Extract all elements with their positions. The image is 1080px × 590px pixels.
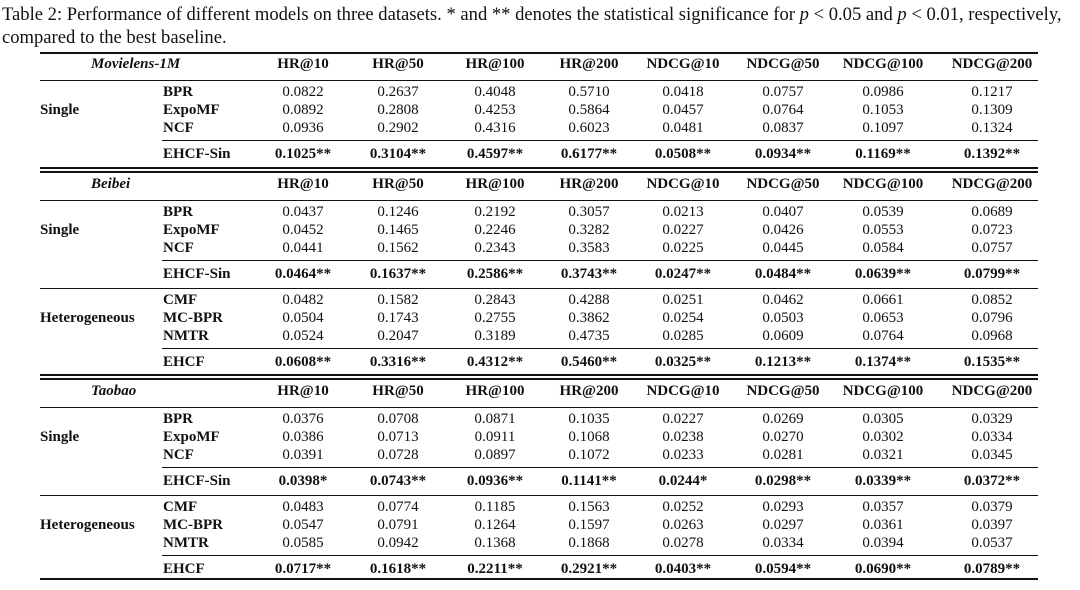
metric-value: 0.1025** <box>274 146 332 162</box>
column-header: HR@10 <box>277 383 329 399</box>
metric-value: 0.0503 <box>762 310 804 326</box>
model-name: CMF <box>163 499 198 515</box>
column-header: NDCG@10 <box>646 56 720 72</box>
column-header: HR@10 <box>277 56 329 72</box>
metric-value: 0.4597** <box>466 146 524 162</box>
metric-value: 0.2637 <box>377 84 419 100</box>
metric-value: 0.0852 <box>971 292 1013 308</box>
column-header: HR@200 <box>559 56 619 72</box>
metric-value: 0.0508** <box>654 146 712 162</box>
metric-value: 0.4735 <box>568 328 610 344</box>
column-header: NDCG@100 <box>842 176 924 192</box>
metric-value: 0.0247** <box>654 266 712 282</box>
metric-value: 0.1097 <box>862 120 904 136</box>
caption-math-p: p <box>799 4 809 25</box>
best-row-rule <box>162 260 1038 261</box>
metric-value: 0.0608** <box>274 354 332 370</box>
model-name: MC-BPR <box>163 517 223 533</box>
metric-value: 0.0537 <box>971 535 1013 551</box>
metric-value: 0.2047 <box>377 328 419 344</box>
model-name: ExpoMF <box>163 429 220 445</box>
results-table <box>40 52 1038 582</box>
model-name: NCF <box>163 240 194 256</box>
metric-value: 0.5710 <box>568 84 610 100</box>
best-row-rule <box>162 555 1038 556</box>
metric-value: 0.1535** <box>963 354 1021 370</box>
section-double-rule <box>40 171 1038 173</box>
column-header: NDCG@50 <box>746 176 820 192</box>
metric-value: 0.0764 <box>862 328 904 344</box>
metric-value: 0.4253 <box>474 102 516 118</box>
metric-value: 0.1169** <box>855 146 911 162</box>
model-name: ExpoMF <box>163 102 220 118</box>
metric-value: 0.6177** <box>560 146 618 162</box>
metric-value: 0.1597 <box>568 517 610 533</box>
metric-value: 0.1246 <box>377 204 419 220</box>
metric-value: 0.0391 <box>282 447 324 463</box>
metric-value: 0.1213** <box>754 354 812 370</box>
metric-value: 0.0791 <box>377 517 419 533</box>
metric-value: 0.5864 <box>568 102 610 118</box>
model-name: EHCF-Sin <box>163 266 231 282</box>
metric-value: 0.1035 <box>568 411 610 427</box>
caption-math-p: p <box>897 4 907 25</box>
column-header: NDCG@100 <box>842 383 924 399</box>
metric-value: 0.0553 <box>862 222 904 238</box>
model-name: EHCF-Sin <box>163 473 231 489</box>
model-name: ExpoMF <box>163 222 220 238</box>
metric-value: 0.3862 <box>568 310 610 326</box>
metric-value: 0.0968 <box>971 328 1013 344</box>
metric-value: 0.0325** <box>654 354 712 370</box>
metric-value: 0.1217 <box>971 84 1013 100</box>
metric-value: 0.0403** <box>654 561 712 577</box>
metric-value: 0.1309 <box>971 102 1013 118</box>
metric-value: 0.0398* <box>278 473 328 489</box>
metric-value: 0.0934** <box>754 146 812 162</box>
section-double-rule <box>40 167 1038 169</box>
metric-value: 0.0774 <box>377 499 419 515</box>
group-label: Single <box>40 222 80 238</box>
metric-value: 0.2211** <box>467 561 523 577</box>
metric-value: 0.0254 <box>662 310 704 326</box>
metric-value: 0.3282 <box>568 222 610 238</box>
group-label: Single <box>40 102 80 118</box>
metric-value: 0.2755 <box>474 310 516 326</box>
model-name: EHCF-Sin <box>163 146 231 162</box>
metric-value: 0.0897 <box>474 447 516 463</box>
metric-value: 0.2808 <box>377 102 419 118</box>
group-label: Heterogeneous <box>40 310 135 326</box>
best-row-rule <box>162 140 1038 141</box>
metric-value: 0.1185 <box>474 499 516 515</box>
metric-value: 0.1392** <box>963 146 1021 162</box>
model-name: NCF <box>163 447 194 463</box>
column-header: NDCG@50 <box>746 383 820 399</box>
metric-value: 0.0270 <box>762 429 804 445</box>
metric-value: 0.3189 <box>474 328 516 344</box>
table-caption <box>2 3 1076 49</box>
metric-value: 0.0445 <box>762 240 804 256</box>
metric-value: 0.0334 <box>762 535 804 551</box>
metric-value: 0.1563 <box>568 499 610 515</box>
metric-value: 0.0244* <box>658 473 708 489</box>
metric-value: 0.0441 <box>282 240 324 256</box>
metric-value: 0.1582 <box>377 292 419 308</box>
metric-value: 0.1618** <box>369 561 427 577</box>
caption-text: < 0.01, respectively, compared to the best baseline. <box>2 4 1062 48</box>
column-header: NDCG@10 <box>646 383 720 399</box>
metric-value: 0.0892 <box>282 102 324 118</box>
metric-value: 0.0233 <box>662 447 704 463</box>
metric-value: 0.0796 <box>971 310 1013 326</box>
metric-value: 0.0936** <box>466 473 524 489</box>
model-name: MC-BPR <box>163 310 223 326</box>
model-name: EHCF <box>163 561 205 577</box>
model-name: BPR <box>163 204 193 220</box>
metric-value: 0.2246 <box>474 222 516 238</box>
metric-value: 0.0539 <box>862 204 904 220</box>
column-header: HR@10 <box>277 176 329 192</box>
model-name: NCF <box>163 120 194 136</box>
metric-value: 0.3104** <box>369 146 427 162</box>
metric-value: 0.0437 <box>282 204 324 220</box>
metric-value: 0.2192 <box>474 204 516 220</box>
metric-value: 0.1465 <box>377 222 419 238</box>
column-header: HR@200 <box>559 383 619 399</box>
metric-value: 0.0345 <box>971 447 1013 463</box>
group-label: Single <box>40 429 80 445</box>
column-header: HR@100 <box>465 176 525 192</box>
metric-value: 0.0278 <box>662 535 704 551</box>
dataset-name: Beibei <box>91 176 131 192</box>
metric-value: 0.0483 <box>282 499 324 515</box>
metric-value: 0.0285 <box>662 328 704 344</box>
metric-value: 0.1068 <box>568 429 610 445</box>
column-header: HR@50 <box>372 383 424 399</box>
metric-value: 0.0372** <box>963 473 1021 489</box>
column-header: HR@50 <box>372 176 424 192</box>
metric-value: 0.0263 <box>662 517 704 533</box>
metric-value: 0.4288 <box>568 292 610 308</box>
metric-value: 0.0689 <box>971 204 1013 220</box>
metric-value: 0.0936 <box>282 120 324 136</box>
metric-value: 0.0361 <box>862 517 904 533</box>
metric-value: 0.0524 <box>282 328 324 344</box>
column-header: NDCG@10 <box>646 176 720 192</box>
header-rule <box>40 200 1038 201</box>
metric-value: 0.1562 <box>377 240 419 256</box>
metric-value: 0.4048 <box>474 84 516 100</box>
metric-value: 0.1374** <box>854 354 912 370</box>
group-label: Heterogeneous <box>40 517 135 533</box>
metric-value: 0.0462 <box>762 292 804 308</box>
metric-value: 0.0743** <box>369 473 427 489</box>
header-rule <box>40 80 1038 81</box>
metric-value: 0.0585 <box>282 535 324 551</box>
metric-value: 0.1368 <box>474 535 516 551</box>
metric-value: 0.0482 <box>282 292 324 308</box>
metric-value: 0.0986 <box>862 84 904 100</box>
metric-value: 0.3057 <box>568 204 610 220</box>
metric-value: 0.2921** <box>560 561 618 577</box>
metric-value: 0.0547 <box>282 517 324 533</box>
metric-value: 0.0484** <box>754 266 812 282</box>
table-top-rule <box>40 52 1038 54</box>
metric-value: 0.0394 <box>862 535 904 551</box>
caption-text: Table 2: Performance of different models on three datasets. * and ** denotes the statistical significance for <box>2 4 800 25</box>
metric-value: 0.0464** <box>274 266 332 282</box>
metric-value: 0.0321 <box>862 447 904 463</box>
model-name: BPR <box>163 411 193 427</box>
metric-value: 0.1053 <box>862 102 904 118</box>
metric-value: 0.0426 <box>762 222 804 238</box>
metric-value: 0.0379 <box>971 499 1013 515</box>
metric-value: 0.0457 <box>662 102 704 118</box>
best-row-rule <box>162 348 1038 349</box>
metric-value: 0.0728 <box>377 447 419 463</box>
metric-value: 0.4312** <box>466 354 524 370</box>
model-name: CMF <box>163 292 198 308</box>
metric-value: 0.0481 <box>662 120 704 136</box>
metric-value: 0.0713 <box>377 429 419 445</box>
metric-value: 0.6023 <box>568 120 610 136</box>
metric-value: 0.1743 <box>377 310 419 326</box>
metric-value: 0.0418 <box>662 84 704 100</box>
metric-value: 0.0690** <box>854 561 912 577</box>
metric-value: 0.0376 <box>282 411 324 427</box>
metric-value: 0.0822 <box>282 84 324 100</box>
metric-value: 0.0357 <box>862 499 904 515</box>
metric-value: 0.3583 <box>568 240 610 256</box>
metric-value: 0.0386 <box>282 429 324 445</box>
metric-value: 0.3316** <box>369 354 427 370</box>
metric-value: 0.0942 <box>377 535 419 551</box>
metric-value: 0.2902 <box>377 120 419 136</box>
section-double-rule <box>40 374 1038 376</box>
column-header: HR@100 <box>465 383 525 399</box>
metric-value: 0.1072 <box>568 447 610 463</box>
metric-value: 0.0837 <box>762 120 804 136</box>
metric-value: 0.0252 <box>662 499 704 515</box>
column-header: NDCG@50 <box>746 56 820 72</box>
model-name: NMTR <box>163 535 209 551</box>
metric-value: 0.0297 <box>762 517 804 533</box>
metric-value: 0.2843 <box>474 292 516 308</box>
group-rule <box>40 495 1038 496</box>
metric-value: 0.1324 <box>971 120 1013 136</box>
caption-text: < 0.05 and <box>808 4 898 25</box>
metric-value: 0.0764 <box>762 102 804 118</box>
metric-value: 0.0757 <box>762 84 804 100</box>
metric-value: 0.2343 <box>474 240 516 256</box>
metric-value: 0.0298** <box>754 473 812 489</box>
metric-value: 0.0227 <box>662 222 704 238</box>
metric-value: 0.0871 <box>474 411 516 427</box>
group-rule <box>40 288 1038 289</box>
metric-value: 0.0661 <box>862 292 904 308</box>
metric-value: 0.0251 <box>662 292 704 308</box>
metric-value: 0.0293 <box>762 499 804 515</box>
metric-value: 0.0609 <box>762 328 804 344</box>
section-double-rule <box>40 378 1038 380</box>
metric-value: 0.0799** <box>963 266 1021 282</box>
column-header: HR@50 <box>372 56 424 72</box>
column-header: NDCG@200 <box>951 56 1033 72</box>
metric-value: 0.1141** <box>561 473 617 489</box>
metric-value: 0.0594** <box>754 561 812 577</box>
model-name: EHCF <box>163 354 205 370</box>
metric-value: 0.0789** <box>963 561 1021 577</box>
dataset-name: Taobao <box>91 383 137 399</box>
metric-value: 0.0757 <box>971 240 1013 256</box>
metric-value: 0.0717** <box>274 561 332 577</box>
model-name: NMTR <box>163 328 209 344</box>
metric-value: 0.0723 <box>971 222 1013 238</box>
metric-value: 0.0305 <box>862 411 904 427</box>
metric-value: 0.0407 <box>762 204 804 220</box>
table-bottom-rule <box>40 578 1038 580</box>
metric-value: 0.0281 <box>762 447 804 463</box>
dataset-name: Movielens-1M <box>91 56 181 72</box>
metric-value: 0.0653 <box>862 310 904 326</box>
metric-value: 0.0708 <box>377 411 419 427</box>
column-header: NDCG@200 <box>951 383 1033 399</box>
metric-value: 0.0302 <box>862 429 904 445</box>
metric-value: 0.0452 <box>282 222 324 238</box>
column-header: HR@200 <box>559 176 619 192</box>
metric-value: 0.4316 <box>474 120 516 136</box>
header-rule <box>40 407 1038 408</box>
metric-value: 0.0225 <box>662 240 704 256</box>
metric-value: 0.1637** <box>369 266 427 282</box>
metric-value: 0.5460** <box>560 354 618 370</box>
metric-value: 0.0238 <box>662 429 704 445</box>
metric-value: 0.0329 <box>971 411 1013 427</box>
metric-value: 0.1868 <box>568 535 610 551</box>
metric-value: 0.0397 <box>971 517 1013 533</box>
best-row-rule <box>162 467 1038 468</box>
column-header: HR@100 <box>465 56 525 72</box>
column-header: NDCG@100 <box>842 56 924 72</box>
metric-value: 0.0639** <box>854 266 912 282</box>
metric-value: 0.3743** <box>560 266 618 282</box>
metric-value: 0.0269 <box>762 411 804 427</box>
metric-value: 0.0227 <box>662 411 704 427</box>
metric-value: 0.0213 <box>662 204 704 220</box>
metric-value: 0.0339** <box>854 473 912 489</box>
metric-value: 0.0334 <box>971 429 1013 445</box>
metric-value: 0.0584 <box>862 240 904 256</box>
metric-value: 0.0911 <box>474 429 516 445</box>
column-header: NDCG@200 <box>951 176 1033 192</box>
model-name: BPR <box>163 84 193 100</box>
metric-value: 0.0504 <box>282 310 324 326</box>
metric-value: 0.1264 <box>474 517 516 533</box>
metric-value: 0.2586** <box>466 266 524 282</box>
